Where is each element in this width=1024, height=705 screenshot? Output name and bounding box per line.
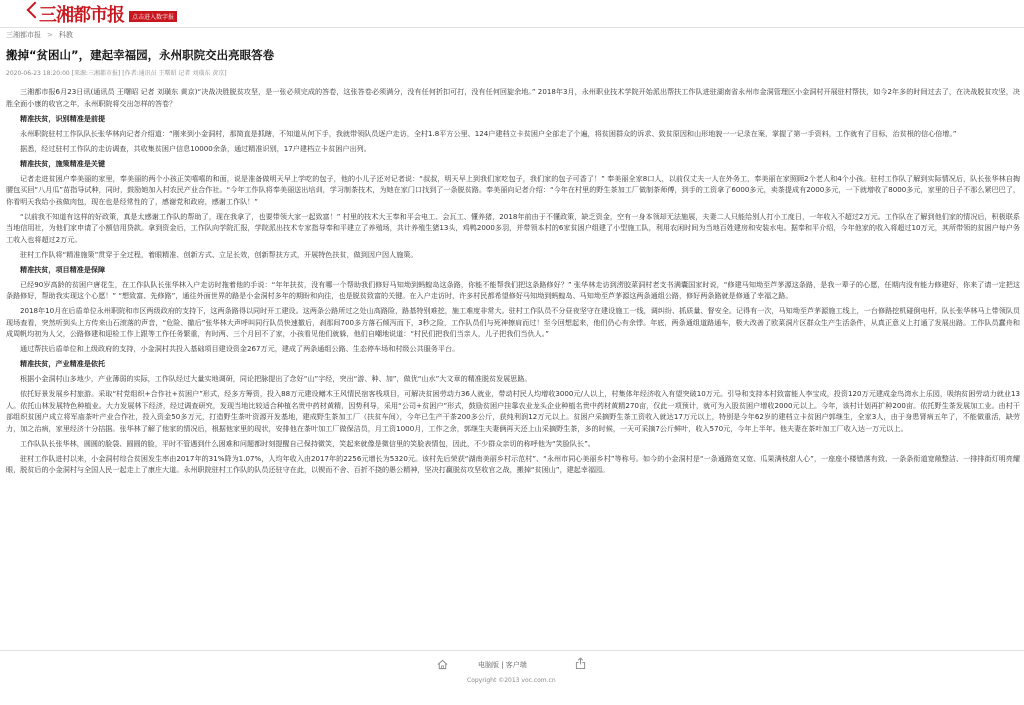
breadcrumb-section[interactable]: 科教 (58, 31, 73, 39)
paragraph: 已经90岁高龄的贫困户唐花生，在工作队队长张华林入户走访时拖着他的手说：“年年扶贫，没有哪一个帮助我们修好马知坳到蚂蝗岛这条路，你能不能帮我们把这条路修好？” 张华林走访到涝胶菜洞村老支书满囊国家时说，“修建马知坳至芦茅源这条路，是我一辈子的心愿，任期内没有能力修建好，你来了请一定把这条路修好，帮助我实现这个心愿！” “想致富、先修路”，通往外面世界的路是小金洞村多年的期盼和向往，也是脱贫致富的关键。在入户走访时，许多村民都希望修好马知坳到蚂蝗岛、马知坳至芦茅源这两条通组公路，修好两条路就是修通了幸福之路。 (6, 279, 1020, 300)
article-meta: 2020-06-23 18:20:00 [来源:三湘都市报] [作者:通讯员 王曙昭 记者 刘璜东 黄京] (6, 70, 227, 77)
paragraph: 永州职院驻村工作队队长张华林向记者介绍道：“刚来到小金洞村，那简直是抓瞎，不知道从何下手，我就带领队员逐户走访，全村1.8平方公里、124户建档立卡贫困户全部走了个遍，将贫困群众的诉求、致贫原因和山形地貌一一记录在案，掌握了第一手资料，工作就有了目标，治贫根的信心倍增。” (20, 128, 957, 138)
home-icon[interactable] (437, 659, 448, 670)
paragraph: 据悉，经过驻村工作队的走访调查，共收集贫困户信息10000余条，通过精准识别，17户建档立卡贫困户出列。 (20, 143, 371, 153)
breadcrumb-home[interactable]: 三湘都市报 (6, 31, 41, 39)
paragraph: 通过帮扶后盾单位和上级政府的支持，小金洞村共投入基础项目建设资金267万元，建成了两条通组公路、生态停车场和村级公共服务平台。 (20, 344, 460, 353)
paragraph: 2018年10月在后盾单位永州职院和市区两级政府的支持下，这两条路得以同时开工建设。这两条公路所过之处山高路险，路基特别难挖，施工难度非常大。驻村工作队员不分昼夜坚守在建设施工一线，调纠纷、抓质量、督安全。记得有一次，马知坳至芦茅源施工线上，一台修路挖机碰倒电杆，队长张华林马上带领队员现场查看，突然听到头上方传来山石滚落的声音，“危险、撤后”张华林大声呼叫同行队员快速撤后，刹那间700多方落石倾泻而下，3秒之险，工作队员们与死神擦肩而过！至今回想起来，他们仍心有余悸。年底，两条通组道路通车，极大改善了欧菜洞片区群众生产生活条件，从真正意义上打通了发展出路。工作队员蠢舟和成周帆均初为人父，公路修建和迎检工作上跟等工作任务繁重，有时两、三个月回不了家，小孩看见他们就躲，他们自嘲地说道：“村民们把我们当亲人，儿子把我们当仇人。” (6, 306, 1020, 338)
section-heading: 精准扶贫，施策精准是关键 (20, 158, 106, 168)
copyright: Copyright ©2013 voc.com.cn (467, 677, 556, 684)
breadcrumb-separator: > (47, 31, 53, 39)
paragraph: 驻村工作队将“精准施策”贯穿于全过程，着眼精准、创新方式、立足长效，创新帮扶方式，开展特色扶贫，做到因户因人施策。 (20, 249, 418, 259)
site-logo[interactable]: 三湘都市报 (39, 5, 124, 26)
section-heading: 精准扶贫，产业精准是依托 (20, 359, 106, 368)
paragraph: 记者走进贫困户奉美丽的家里，奉美丽的两个小孩正笑嘻嘻的和面，说是准备做明天早上学吃的包子，他的小儿子还对记者说：“叔叔，明天早上到我们家吃包子，我们家的包子可香了！” 奉美丽全家8口人，以前仅丈夫一人在外务工，奉美丽在家照顾2个老人和4个小孩。驻村工作队了解到实际情况后，队长张华林自掏腰包买回“八月瓜”苗指导试种，同时，鼓励她加入村农民产业合作社。“今年工作队将奉美丽送出培训，学习制茶技术，为她在家门口找到了一条脱贫路。奉美丽向记者介绍：“今年在村里的野生茶加工厂做制茶师傅，到手的工资拿了6000多元，卖茶提成有2000多元，一下就增收了8000多元，家里的日子不那么紧巴巴了，你看明天我给小孩做肉包，现在也是经常性的了，感谢党和政府，感谢工作队！” (6, 173, 1020, 206)
article-title: 搬掉“贫困山”，建起幸福园，永州职院交出亮眼答卷 (6, 48, 275, 62)
paragraph: “以前我不知道有这样的好政策，真是太感谢工作队的帮助了，现在我拿了，也要带领大家一起致富！” 村里的技术大王奉和平会电工、会瓦工、懂养猪，2018年前由于不懂政策，缺乏资金，空有一身本领却无法施展，夫妻二人只能给别人打小工度日，一年收入不超过2万元。工作队在了解到他们家的情况后，积极联系当地信用社，为他们家申请了小额信用贷款。拿到资金后，工作队向学院汇报，学院派出技术专家指导奉和平建立了养殖场，共计养殖生猪13头，鸡鸭2000多羽，并带领本村的6家贫困户组建了小型施工队，利用农闲时间为当地百姓建房和安装水电。据奉和平介绍，今年他家的收入将超过10万元，其所带领的贫困户每户务工收入也将超过2万元。 (6, 211, 1020, 244)
article-body (6, 86, 1020, 479)
page-footer (0, 650, 1024, 705)
section-heading: 精准扶贫，项目精准是保障 (20, 264, 106, 274)
top-header-bar (0, 0, 1024, 28)
footer-links[interactable]: 电脑版 | 客户端 (478, 661, 527, 669)
paragraph: 根据小金洞村山多地少，产业薄弱的实际，工作队经过大量实地调研，同论把脉提出了念好“山”字经，突出“游、种、加”，做优“山水”大文章的精准脱贫发展思路。 (20, 374, 532, 383)
section-heading: 精准扶贫，识别精准是前提 (20, 113, 106, 123)
paragraph: 依托好景发展乡村旅游。采取“村党组织+合作社+贫困户”形式，经多方筹资，投入88万元建设鳝木王风情民宿客栈项目，可解决贫困劳动力36人就业，带动村民人均增收3000元/人以上，村集体年经济收入有望突破10万元。引导和支持本村致富能人李宝成，投资120万元建成金鸟湾水上乐园，吸纳贫困劳动力就业13人。依托山林发展特色种植业。大力发展林下经济，经过调查研究，发现当地比较适合种植名贵中药材黄精，因势利导，采用“公司+贫困户”形式，鼓励贫困户挂靠农业龙头企业种植名贵中药材黄精270亩，仅此一项预计，就可为入股贫困户增收2000元以上。今年，该村计划再扩种200亩。依托野生茶发展加工业。由村干部组织贫困户成立将军庙茶叶产业合作社，投入资金50多万元，打造野生茶叶资源开发基地，建成野生茶加工厂（扶贫车间），今年已生产干茶200多公斤，获纯利润12万元以上。贫困户采摘野生茶工资收入就达17万元以上，特别是今年62岁的建档立卡贫困户郭继生，全家3人，由于身患肾病五年了，不能做重活，缺劳力，加之治病，家里经济十分拮据。张华林了解了他家的情况后，根据他家里的现状，安排他在茶叶加工厂做保洁员，月工资1000月，工作之余，郭继生夫妻俩再天还上山采摘野生茶，多的时候，一天可采摘7公斤鲜叶，收入570元，今年上半年。他夫妻在茶叶加工厂收入达一万元以上。 (6, 389, 1020, 433)
share-icon[interactable] (575, 657, 586, 670)
paragraph: 三湘都市报6月23日讯(通讯员 王曙昭 记者 刘璜东 黄京)“决战决胜脱贫攻坚，是一张必须完成的答卷，这张答卷必须满分，没有任何折扣可打，没有任何回旋余地。” 2018年3月，永州职业技术学院开始派出帮扶工作队进驻湖南省永州市金洞管理区小金洞村开展驻村帮扶，如今2年多的时间过去了，在决战脱贫攻坚，决胜全面小康的收官之年，永州职院将交出怎样的答卷？ (6, 87, 1020, 108)
paragraph: 驻村工作队进村以来，小金洞村综合贫困发生率由2017年的31%降为1.07%，人均年收入由2017年的2256元增长为5320元。该村先后荣获“湖南美丽乡村示范村”、“永州市同心美丽乡村”等称号。如今的小金洞村是“一条通路宽又宽、瓜果满枝甜人心”，一座座小楼错落有致、一条条衔道宽敞整洁、一排排街灯明亮耀眼，脱贫后的小金洞村与全国人民一起走上了康庄大道。永州职院驻村工作队的队员还驻守在此，以锲而不舍、百折不挠的愚公精神，坚决打赢脱贫攻坚收官之战，搬掉“贫困山”，建起幸福园。 (6, 453, 1020, 474)
paragraph: 工作队队长张华林，圆圆的脸袋、圆圆的脸，平时不管遇到什么困难和问题都时刻提醒自己保持微笑，笑起来就像是微信里的笑脸表情包，因此，不少群众亲切的称呼他为“笑脸队长”。 (20, 438, 595, 448)
breadcrumb (6, 30, 73, 40)
digital-edition-link[interactable]: 点击进入数字报 (129, 11, 177, 22)
